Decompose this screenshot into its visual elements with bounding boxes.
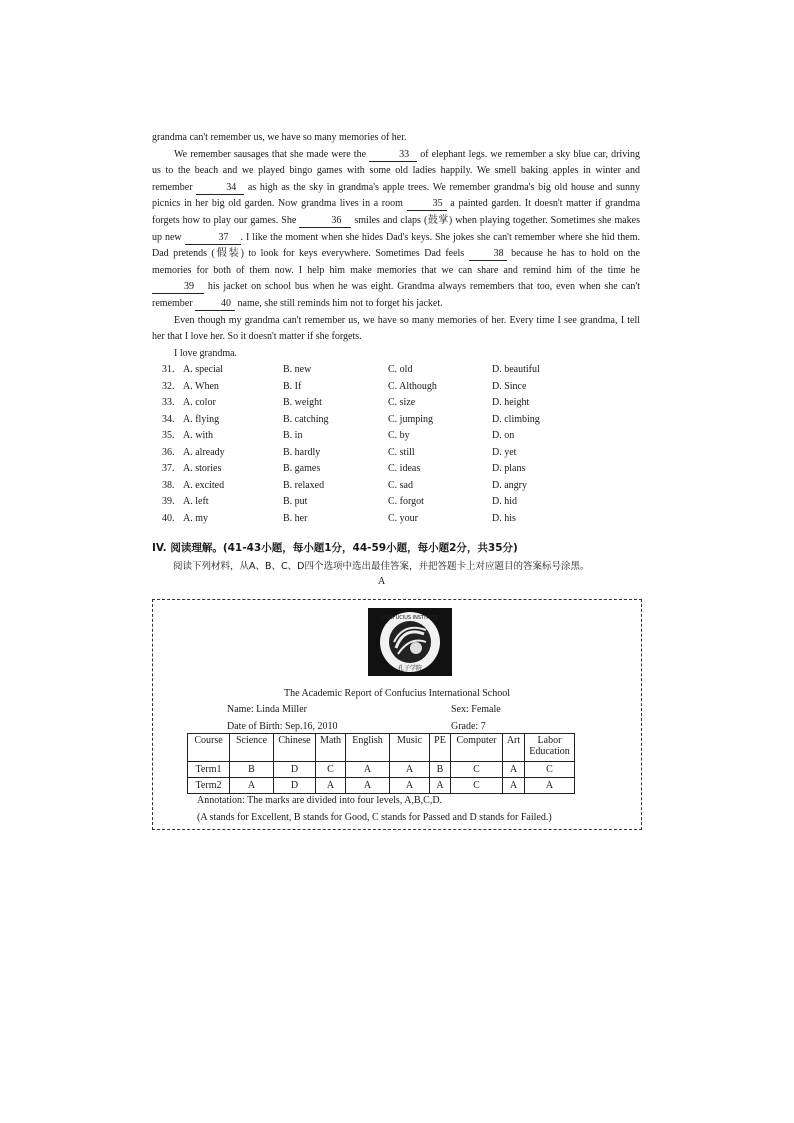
svg-text:孔子学院: 孔子学院 <box>397 665 423 672</box>
grade-cell: C <box>451 762 503 778</box>
term-label: Term1 <box>188 762 230 778</box>
student-name: Name: Linda Miller <box>227 704 307 715</box>
grade-cell: B <box>230 762 274 778</box>
option-d[interactable]: D. height <box>492 397 530 408</box>
grade-cell: C <box>525 762 575 778</box>
table-row <box>188 762 575 778</box>
question-number: 40. <box>162 512 175 524</box>
question-number: 35. <box>162 430 175 441</box>
column-header: Math <box>316 734 346 762</box>
question-number: 33. <box>162 397 175 408</box>
question-number: 37. <box>162 463 175 474</box>
question-number: 34. <box>162 413 175 425</box>
option-d[interactable]: D. plans <box>492 463 526 474</box>
grade-cell: A <box>525 778 575 794</box>
cloze-passage <box>152 130 640 362</box>
grade-cell: D <box>274 762 316 778</box>
column-header: English <box>346 734 390 762</box>
question-number: 39. <box>162 496 175 507</box>
option-a[interactable]: A. color <box>183 397 216 408</box>
grade-cell: C <box>451 778 503 794</box>
option-b[interactable]: B. If <box>283 380 302 392</box>
option-a[interactable]: A. flying <box>183 413 220 425</box>
option-c[interactable]: C. your <box>388 512 418 524</box>
option-c[interactable]: C. by <box>388 430 410 441</box>
grade-cell: A <box>346 762 390 778</box>
question-number: 31. <box>162 364 175 375</box>
option-c[interactable]: C. still <box>388 446 415 458</box>
option-c[interactable]: C. sad <box>388 479 413 491</box>
option-a[interactable]: A. already <box>183 446 225 458</box>
option-d[interactable]: D. his <box>492 512 516 524</box>
passage-text: . I like the moment when she hides Dad's keys. She jokes she can't remember where she hid them. Dad pretends (假装) to look for keys everywhere. Sometimes Dad feels <box>152 231 640 260</box>
passage-paragraph-4: I love grandma. <box>174 347 238 359</box>
column-header: Science <box>230 734 274 762</box>
passage-text: of elephant legs. we remember a sky blue car, driving us to the beach and we played bingo games with some old ladies happily. We smell baking apples in winter and remember <box>152 148 640 193</box>
option-row <box>162 362 582 379</box>
option-b[interactable]: B. in <box>283 430 303 441</box>
option-row <box>162 428 582 445</box>
option-b[interactable]: B. hardly <box>283 446 321 458</box>
option-d[interactable]: D. angry <box>492 479 527 491</box>
grade-cell: A <box>346 778 390 794</box>
option-c[interactable]: C. forgot <box>388 496 424 507</box>
column-header: Labor Education <box>525 734 575 762</box>
student-dob: Date of Birth: Sep.16, 2010 <box>227 721 338 732</box>
column-header: Art <box>503 734 525 762</box>
option-row <box>162 511 582 528</box>
grade-cell: A <box>390 762 430 778</box>
option-c[interactable]: C. ideas <box>388 463 421 474</box>
option-d[interactable]: D. yet <box>492 446 517 458</box>
blank-33[interactable]: 33 <box>369 149 417 162</box>
grade-cell: A <box>503 778 525 794</box>
passage-paragraph-2 <box>152 147 640 313</box>
passage-text: We remember sausages that she made were the <box>174 148 370 160</box>
column-header: Computer <box>451 734 503 762</box>
option-b[interactable]: B. games <box>283 463 321 474</box>
passage-text: because he has to hold on the memories for both of them now. I help him make memories that we can share and remind him of the time he <box>152 248 640 276</box>
option-a[interactable]: A. my <box>183 512 208 524</box>
grade-cell: A <box>503 762 525 778</box>
table-header-row <box>188 734 575 762</box>
passage-paragraph-1: grandma can't remember us, we have so many memories of her. <box>152 132 407 143</box>
option-a[interactable]: A. stories <box>183 463 222 474</box>
option-d[interactable]: D. on <box>492 430 515 441</box>
grade-cell: C <box>316 762 346 778</box>
option-row <box>162 445 582 462</box>
option-row <box>162 461 582 478</box>
passage-text: name, she still reminds him not to forget his jacket. <box>235 297 443 309</box>
passage-paragraph-3: Even though my grandma can't remember us, we have so many memories of her. Every time I see grandma, I tell her that I love her. So it doesn't matter if she forgets. <box>152 314 640 343</box>
passage-text: as high as the sky in grandma's apple trees. We remember grandma's big old house and sunny picnics in her big old garden. Now grandma lives in a room <box>152 181 640 210</box>
option-b[interactable]: B. her <box>283 512 308 524</box>
passage-text: a painted garden. It doesn't matter if grandma forgets how to play our games. She <box>152 198 641 226</box>
grade-cell: A <box>390 778 430 794</box>
passage-text: smiles and claps (鼓掌) when playing together. Sometimes she makes up new <box>152 214 641 243</box>
section-title: IV. 阅读理解。(41-43小题，每小题1分，44-59小题，每小题2分，共35分) <box>152 542 518 554</box>
svg-text:CONFUCIUS INSTITUTE: CONFUCIUS INSTITUTE <box>381 615 439 621</box>
option-a[interactable]: A. special <box>183 364 223 375</box>
option-b[interactable]: B. put <box>283 496 308 507</box>
blank-39[interactable]: 39 <box>152 281 204 294</box>
student-sex: Sex: Female <box>451 704 501 715</box>
confucius-institute-logo <box>368 608 452 676</box>
option-row <box>162 412 582 429</box>
blank-40[interactable]: 40 <box>195 298 235 311</box>
option-b[interactable]: B. weight <box>283 397 322 408</box>
option-c[interactable]: C. Although <box>388 380 437 392</box>
grades-table <box>187 733 575 794</box>
question-number: 32. <box>162 380 175 392</box>
column-header: Music <box>390 734 430 762</box>
section-instruction: 阅读下列材料，从A、B、C、D四个选项中选出最佳答案，并把答题卡上对应题目的答案标号涂黑。 <box>173 561 590 572</box>
option-a[interactable]: A. When <box>183 380 219 392</box>
question-number: 36. <box>162 446 175 458</box>
column-header: Course <box>188 734 230 762</box>
blank-36[interactable]: 36 <box>299 215 351 228</box>
question-number: 38. <box>162 479 175 491</box>
option-d[interactable]: D. beautiful <box>492 364 540 375</box>
annotation-meaning: (A stands for Excellent, B stands for Good, C stands for Passed and D stands for Failed.) <box>197 812 552 823</box>
option-row <box>162 395 582 412</box>
report-card <box>152 599 642 830</box>
column-header: PE <box>430 734 451 762</box>
blank-37[interactable]: 37 <box>185 232 241 245</box>
option-b[interactable]: B. catching <box>283 413 329 425</box>
blank-34[interactable]: 34 <box>196 182 244 195</box>
grade-cell: A <box>230 778 274 794</box>
option-b[interactable]: B. new <box>283 364 312 375</box>
grade-cell: A <box>430 778 451 794</box>
grade-cell: B <box>430 762 451 778</box>
student-grade: Grade: 7 <box>451 721 486 732</box>
answer-options <box>162 362 582 527</box>
option-c[interactable]: C. old <box>388 364 413 375</box>
option-row <box>162 494 582 511</box>
option-d[interactable]: D. hid <box>492 496 517 507</box>
option-a[interactable]: A. left <box>183 496 209 507</box>
option-c[interactable]: C. jumping <box>388 413 434 425</box>
passage-label: A <box>378 576 386 587</box>
option-d[interactable]: D. climbing <box>492 413 540 425</box>
blank-38[interactable]: 38 <box>469 248 507 261</box>
option-d[interactable]: D. Since <box>492 380 527 392</box>
table-row <box>188 778 575 794</box>
column-header: Chinese <box>274 734 316 762</box>
grade-cell: A <box>316 778 346 794</box>
option-row <box>162 379 582 396</box>
blank-35[interactable]: 35 <box>407 198 447 211</box>
grade-cell: D <box>274 778 316 794</box>
option-a[interactable]: A. with <box>183 430 213 441</box>
option-b[interactable]: B. relaxed <box>283 479 325 491</box>
term-label: Term2 <box>188 778 230 794</box>
annotation-levels: Annotation: The marks are divided into four levels, A,B,C,D. <box>197 795 443 806</box>
option-c[interactable]: C. size <box>388 397 416 408</box>
report-title: The Academic Report of Confucius International School <box>283 688 511 699</box>
passage-text: his jacket on school bus when he was eight. Grandma always remembers that too, even when she can't remember <box>152 281 640 309</box>
option-a[interactable]: A. excited <box>183 479 225 491</box>
option-row <box>162 478 582 495</box>
